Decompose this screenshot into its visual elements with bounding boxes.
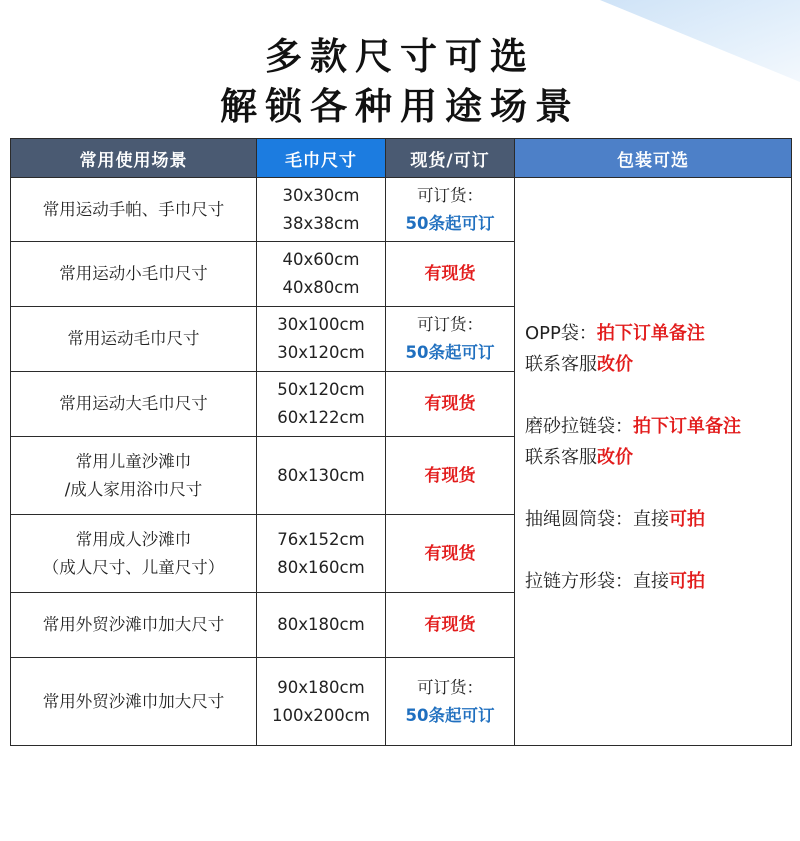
stock-cell — [386, 178, 515, 242]
packaging-line — [525, 504, 791, 535]
size-cell — [257, 515, 386, 593]
size-text: 76x152cm — [277, 529, 365, 549]
packaging-direct: 直接 — [633, 509, 669, 530]
size-text: 80x130cm — [277, 465, 365, 485]
packaging-name: 抽绳圆筒袋： — [525, 509, 633, 530]
size-text: 30x100cm — [277, 315, 365, 334]
scene-text: /成人家用浴巾尺寸 — [64, 479, 203, 499]
scene-cell — [11, 593, 257, 658]
size-text: 80x180cm — [277, 615, 365, 634]
scene-cell — [11, 437, 257, 515]
packaging-option — [525, 566, 791, 597]
instock-label: 有现货 — [424, 465, 476, 486]
size-text: 30x30cm — [282, 185, 360, 205]
packaging-line — [525, 349, 791, 380]
size-text: 40x80cm — [282, 278, 360, 297]
scene-cell — [11, 658, 257, 746]
packaging-name: 磨砂拉链袋： — [525, 416, 633, 437]
order-label: 可订货： — [417, 677, 483, 697]
column-header-stock: 现货/可订 — [386, 139, 515, 178]
order-minimum: 50条起可订 — [405, 213, 495, 233]
size-cell — [257, 307, 386, 372]
size-cell — [257, 658, 386, 746]
scene-cell — [11, 242, 257, 307]
packaging-cell — [515, 178, 792, 746]
scene-cell — [11, 372, 257, 437]
scene-text: 常用运动大毛巾尺寸 — [59, 394, 208, 413]
scene-cell — [11, 307, 257, 372]
packaging-option — [525, 318, 791, 380]
order-label: 可订货： — [417, 185, 483, 205]
stock-cell — [386, 593, 515, 658]
table-row — [11, 178, 792, 242]
packaging-option — [525, 504, 791, 535]
stock-cell — [386, 515, 515, 593]
size-text: 90x180cm — [277, 677, 365, 697]
instock-label: 有现货 — [424, 394, 476, 414]
packaging-line — [525, 442, 791, 473]
order-label: 可订货： — [417, 315, 483, 334]
page-subtitle: 解锁各种用途场景 — [220, 85, 580, 128]
size-cell — [257, 178, 386, 242]
size-table — [10, 138, 792, 746]
stock-cell — [386, 307, 515, 372]
size-text: 40x60cm — [282, 250, 360, 269]
scene-text: 常用运动小毛巾尺寸 — [59, 264, 208, 283]
packaging-note: 拍下订单备注 — [596, 323, 705, 344]
size-cell — [257, 372, 386, 437]
packaging-line — [525, 566, 791, 597]
stock-cell — [386, 437, 515, 515]
packaging-contact-note: 改价 — [597, 447, 633, 468]
size-cell — [257, 593, 386, 658]
scene-text: 常用外贸沙滩巾加大尺寸 — [42, 615, 225, 634]
scene-cell — [11, 515, 257, 593]
scene-text: 常用外贸沙滩巾加大尺寸 — [42, 691, 225, 711]
column-header-scene: 常用使用场景 — [11, 139, 257, 178]
scene-text: 常用运动手帕、手巾尺寸 — [42, 199, 225, 219]
size-cell — [257, 242, 386, 307]
stock-cell — [386, 242, 515, 307]
size-text: 100x200cm — [272, 705, 370, 725]
table-body — [11, 178, 792, 746]
packaging-line — [525, 318, 791, 349]
scene-text: 常用儿童沙滩巾 — [75, 451, 192, 471]
packaging-spacer — [525, 178, 791, 318]
scene-text: 常用成人沙滩巾 — [75, 529, 192, 549]
stock-cell — [386, 658, 515, 746]
order-minimum: 50条起可订 — [405, 343, 495, 362]
page-title: 多款尺寸可选 — [265, 35, 535, 78]
size-text: 38x38cm — [282, 213, 360, 233]
packaging-name: OPP袋： — [525, 323, 597, 344]
table-header-row — [11, 139, 792, 178]
scene-text: （成人尺寸、儿童尺寸） — [42, 557, 225, 577]
packaging-name: 拉链方形袋： — [525, 571, 633, 592]
instock-label: 有现货 — [424, 615, 476, 635]
packaging-direct: 直接 — [633, 571, 669, 592]
size-cell — [257, 437, 386, 515]
packaging-contact: 联系客服 — [525, 354, 597, 375]
order-minimum: 50条起可订 — [405, 705, 495, 725]
size-text: 50x120cm — [277, 380, 365, 399]
size-text: 30x120cm — [277, 343, 365, 362]
column-header-size: 毛巾尺寸 — [257, 139, 386, 178]
instock-label: 有现货 — [424, 264, 476, 284]
packaging-option — [525, 411, 791, 473]
packaging-direct-note: 可拍 — [669, 571, 705, 592]
column-header-packaging: 包装可选 — [515, 139, 792, 178]
stock-cell — [386, 372, 515, 437]
packaging-note: 拍下订单备注 — [633, 416, 741, 437]
packaging-direct-note: 可拍 — [669, 509, 705, 530]
instock-label: 有现货 — [424, 543, 476, 564]
packaging-spacer — [525, 473, 791, 504]
size-text: 80x160cm — [277, 557, 365, 577]
size-text: 60x122cm — [277, 408, 365, 427]
scene-cell — [11, 178, 257, 242]
packaging-spacer — [525, 380, 791, 411]
scene-text: 常用运动毛巾尺寸 — [67, 329, 200, 348]
packaging-contact-note: 改价 — [597, 354, 633, 375]
packaging-contact: 联系客服 — [525, 447, 597, 468]
packaging-spacer — [525, 535, 791, 566]
packaging-line — [525, 411, 791, 442]
